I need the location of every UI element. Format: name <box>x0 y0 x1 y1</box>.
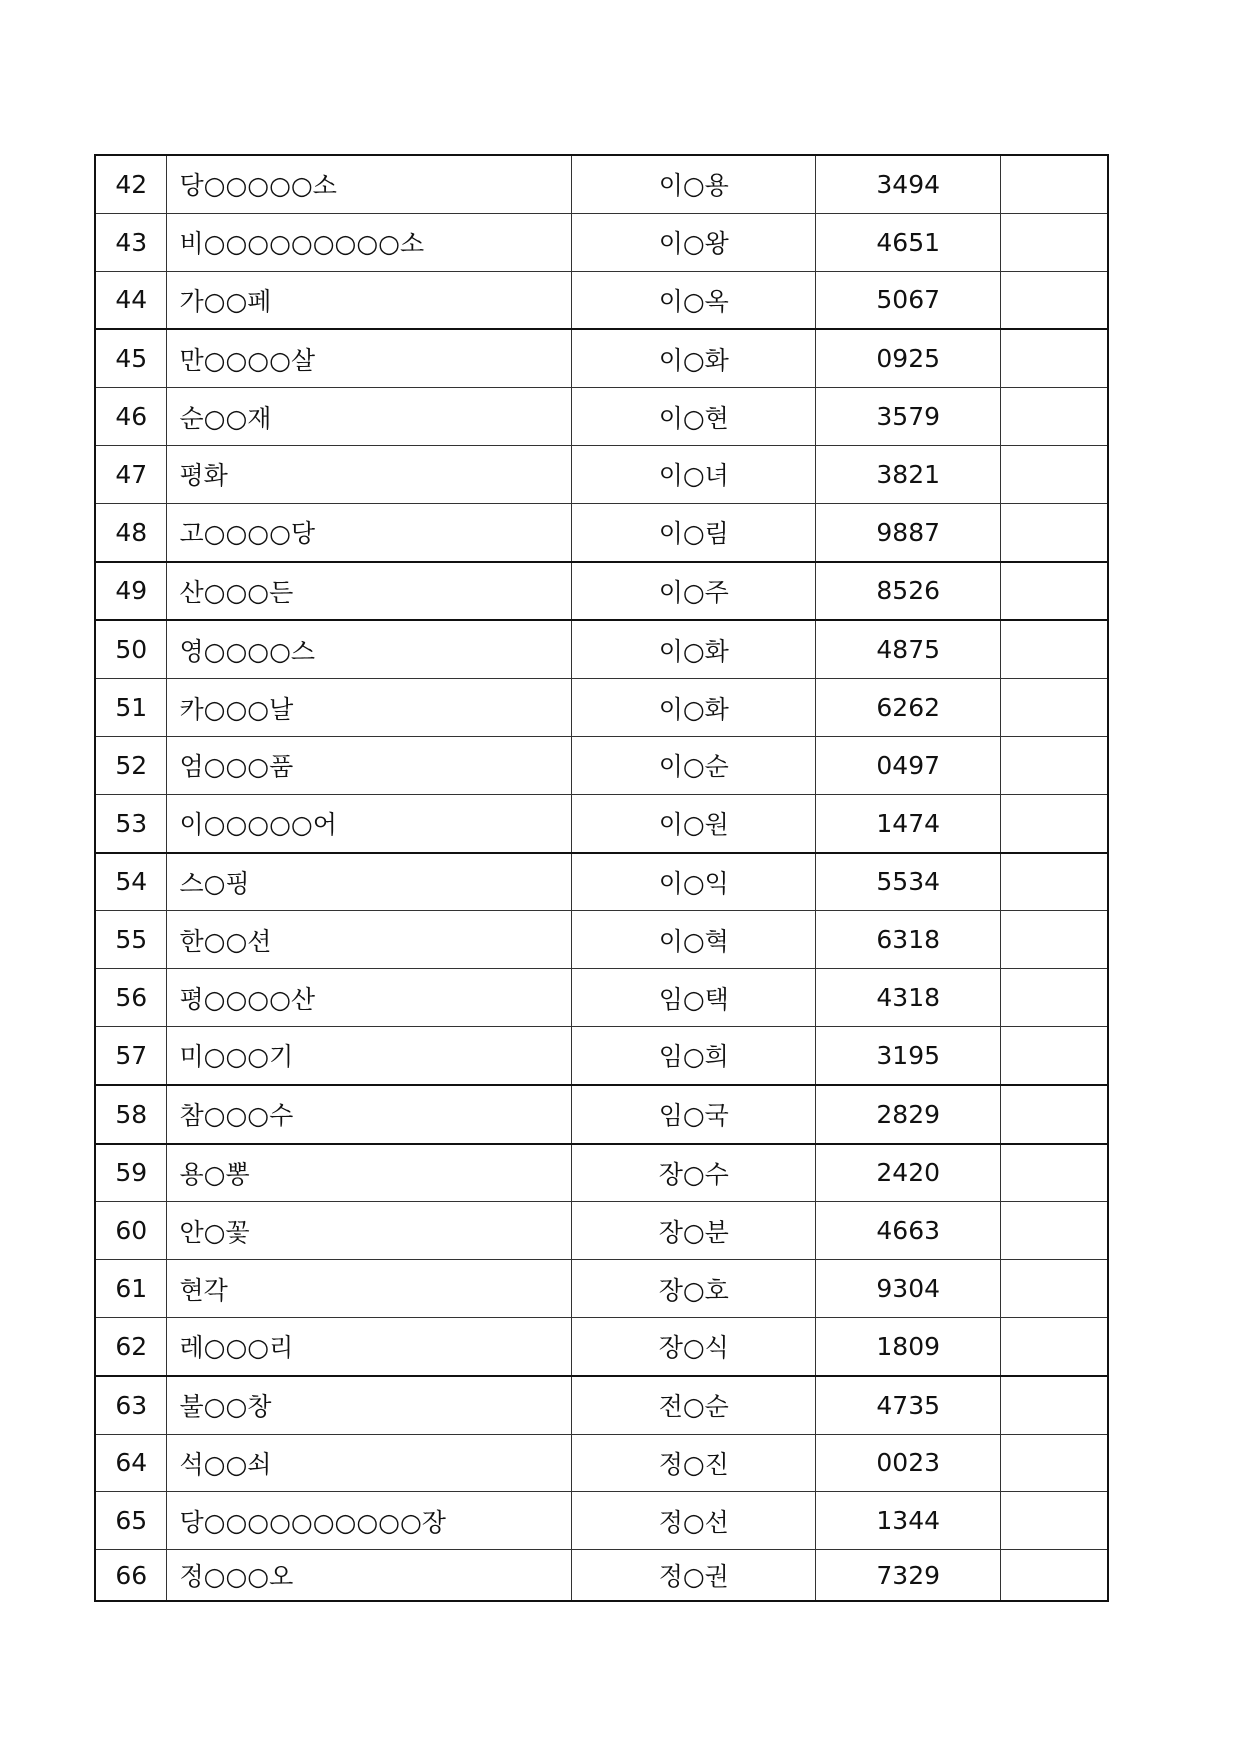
owner-name-cell: 임○택 <box>572 969 816 1027</box>
phone-digits-cell: 7329 <box>816 1550 1001 1602</box>
note-cell <box>1000 1202 1108 1260</box>
row-number-cell: 62 <box>95 1317 167 1375</box>
row-number-cell: 56 <box>95 969 167 1027</box>
row-number-cell: 47 <box>95 445 167 503</box>
table-row <box>95 1085 1108 1144</box>
phone-digits-cell: 4663 <box>816 1202 1001 1260</box>
row-number-cell: 54 <box>95 853 167 911</box>
row-number-cell: 49 <box>95 562 167 621</box>
row-number-cell: 64 <box>95 1434 167 1492</box>
row-number-cell: 61 <box>95 1260 167 1318</box>
owner-name-cell: 정○권 <box>572 1550 816 1602</box>
note-cell <box>1000 1085 1108 1144</box>
table-row <box>95 562 1108 621</box>
note-cell <box>1000 736 1108 794</box>
owner-name-cell: 이○옥 <box>572 271 816 329</box>
owner-name-cell: 이○왕 <box>572 213 816 271</box>
row-number-cell: 51 <box>95 679 167 737</box>
table-row <box>95 1144 1108 1202</box>
table-row <box>95 445 1108 503</box>
store-name-cell: 안○꽃 <box>167 1202 572 1260</box>
note-cell <box>1000 679 1108 737</box>
row-number-cell: 45 <box>95 329 167 387</box>
owner-name-cell: 이○녀 <box>572 445 816 503</box>
store-name-cell: 이○○○○○어 <box>167 794 572 852</box>
owner-name-cell: 이○화 <box>572 329 816 387</box>
phone-digits-cell: 5534 <box>816 853 1001 911</box>
row-number-cell: 63 <box>95 1376 167 1434</box>
table-row <box>95 1434 1108 1492</box>
store-name-cell: 당○○○○○소 <box>167 155 572 213</box>
owner-name-cell: 장○호 <box>572 1260 816 1318</box>
store-name-cell: 엄○○○품 <box>167 736 572 794</box>
note-cell <box>1000 620 1108 678</box>
phone-digits-cell: 1344 <box>816 1492 1001 1550</box>
note-cell <box>1000 1376 1108 1434</box>
phone-digits-cell: 4318 <box>816 969 1001 1027</box>
phone-digits-cell: 4875 <box>816 620 1001 678</box>
row-number-cell: 42 <box>95 155 167 213</box>
owner-name-cell: 이○용 <box>572 155 816 213</box>
note-cell <box>1000 853 1108 911</box>
table-row <box>95 1376 1108 1434</box>
table-row <box>95 329 1108 387</box>
phone-digits-cell: 5067 <box>816 271 1001 329</box>
table-row <box>95 679 1108 737</box>
store-list-table <box>94 154 1109 1602</box>
owner-name-cell: 장○식 <box>572 1317 816 1375</box>
owner-name-cell: 이○혁 <box>572 911 816 969</box>
note-cell <box>1000 1317 1108 1375</box>
store-name-cell: 만○○○○살 <box>167 329 572 387</box>
phone-digits-cell: 1809 <box>816 1317 1001 1375</box>
note-cell <box>1000 503 1108 561</box>
store-name-cell: 평○○○○산 <box>167 969 572 1027</box>
row-number-cell: 52 <box>95 736 167 794</box>
owner-name-cell: 정○선 <box>572 1492 816 1550</box>
phone-digits-cell: 8526 <box>816 562 1001 621</box>
store-name-cell: 레○○○리 <box>167 1317 572 1375</box>
phone-digits-cell: 9887 <box>816 503 1001 561</box>
store-name-cell: 순○○재 <box>167 388 572 446</box>
row-number-cell: 43 <box>95 213 167 271</box>
store-name-cell: 석○○쇠 <box>167 1434 572 1492</box>
note-cell <box>1000 562 1108 621</box>
phone-digits-cell: 1474 <box>816 794 1001 852</box>
owner-name-cell: 이○림 <box>572 503 816 561</box>
note-cell <box>1000 271 1108 329</box>
table-row <box>95 1260 1108 1318</box>
store-name-cell: 미○○○기 <box>167 1026 572 1084</box>
table-row <box>95 736 1108 794</box>
row-number-cell: 66 <box>95 1550 167 1602</box>
owner-name-cell: 장○분 <box>572 1202 816 1260</box>
note-cell <box>1000 1434 1108 1492</box>
store-name-cell: 영○○○○스 <box>167 620 572 678</box>
table-row <box>95 620 1108 678</box>
phone-digits-cell: 2420 <box>816 1144 1001 1202</box>
table-row <box>95 388 1108 446</box>
note-cell <box>1000 911 1108 969</box>
row-number-cell: 53 <box>95 794 167 852</box>
owner-name-cell: 이○주 <box>572 562 816 621</box>
table-row <box>95 1492 1108 1550</box>
phone-digits-cell: 2829 <box>816 1085 1001 1144</box>
row-number-cell: 58 <box>95 1085 167 1144</box>
phone-digits-cell: 0497 <box>816 736 1001 794</box>
store-name-cell: 불○○창 <box>167 1376 572 1434</box>
row-number-cell: 50 <box>95 620 167 678</box>
store-name-cell: 한○○션 <box>167 911 572 969</box>
phone-digits-cell: 3579 <box>816 388 1001 446</box>
owner-name-cell: 이○화 <box>572 620 816 678</box>
table-row <box>95 155 1108 213</box>
store-name-cell: 평화 <box>167 445 572 503</box>
row-number-cell: 59 <box>95 1144 167 1202</box>
owner-name-cell: 전○순 <box>572 1376 816 1434</box>
phone-digits-cell: 6262 <box>816 679 1001 737</box>
phone-digits-cell: 0925 <box>816 329 1001 387</box>
store-name-cell: 비○○○○○○○○○소 <box>167 213 572 271</box>
note-cell <box>1000 1260 1108 1318</box>
note-cell <box>1000 969 1108 1027</box>
note-cell <box>1000 794 1108 852</box>
note-cell <box>1000 1492 1108 1550</box>
table-row <box>95 911 1108 969</box>
table-row <box>95 1026 1108 1084</box>
owner-name-cell: 이○원 <box>572 794 816 852</box>
note-cell <box>1000 1026 1108 1084</box>
store-name-cell: 참○○○수 <box>167 1085 572 1144</box>
owner-name-cell: 임○희 <box>572 1026 816 1084</box>
table-row <box>95 853 1108 911</box>
row-number-cell: 44 <box>95 271 167 329</box>
row-number-cell: 55 <box>95 911 167 969</box>
table-row <box>95 1317 1108 1375</box>
table-row <box>95 503 1108 561</box>
store-name-cell: 가○○페 <box>167 271 572 329</box>
owner-name-cell: 임○국 <box>572 1085 816 1144</box>
store-name-cell: 현각 <box>167 1260 572 1318</box>
store-name-cell: 산○○○든 <box>167 562 572 621</box>
note-cell <box>1000 388 1108 446</box>
table-row <box>95 794 1108 852</box>
owner-name-cell: 이○현 <box>572 388 816 446</box>
store-name-cell: 스○핑 <box>167 853 572 911</box>
table-body <box>95 155 1108 1601</box>
note-cell <box>1000 1550 1108 1602</box>
phone-digits-cell: 4735 <box>816 1376 1001 1434</box>
table-row <box>95 1550 1108 1602</box>
owner-name-cell: 이○화 <box>572 679 816 737</box>
table-row <box>95 969 1108 1027</box>
row-number-cell: 46 <box>95 388 167 446</box>
note-cell <box>1000 1144 1108 1202</box>
table-row <box>95 1202 1108 1260</box>
phone-digits-cell: 9304 <box>816 1260 1001 1318</box>
phone-digits-cell: 3821 <box>816 445 1001 503</box>
phone-digits-cell: 0023 <box>816 1434 1001 1492</box>
note-cell <box>1000 445 1108 503</box>
store-name-cell: 고○○○○당 <box>167 503 572 561</box>
store-name-cell: 정○○○오 <box>167 1550 572 1602</box>
phone-digits-cell: 4651 <box>816 213 1001 271</box>
table-row <box>95 271 1108 329</box>
note-cell <box>1000 213 1108 271</box>
phone-digits-cell: 3494 <box>816 155 1001 213</box>
table-row <box>95 213 1108 271</box>
owner-name-cell: 이○익 <box>572 853 816 911</box>
owner-name-cell: 정○진 <box>572 1434 816 1492</box>
note-cell <box>1000 329 1108 387</box>
row-number-cell: 57 <box>95 1026 167 1084</box>
owner-name-cell: 이○순 <box>572 736 816 794</box>
row-number-cell: 65 <box>95 1492 167 1550</box>
row-number-cell: 60 <box>95 1202 167 1260</box>
row-number-cell: 48 <box>95 503 167 561</box>
store-name-cell: 카○○○날 <box>167 679 572 737</box>
store-name-cell: 용○뽕 <box>167 1144 572 1202</box>
store-name-cell: 당○○○○○○○○○○장 <box>167 1492 572 1550</box>
note-cell <box>1000 155 1108 213</box>
owner-name-cell: 장○수 <box>572 1144 816 1202</box>
phone-digits-cell: 6318 <box>816 911 1001 969</box>
phone-digits-cell: 3195 <box>816 1026 1001 1084</box>
